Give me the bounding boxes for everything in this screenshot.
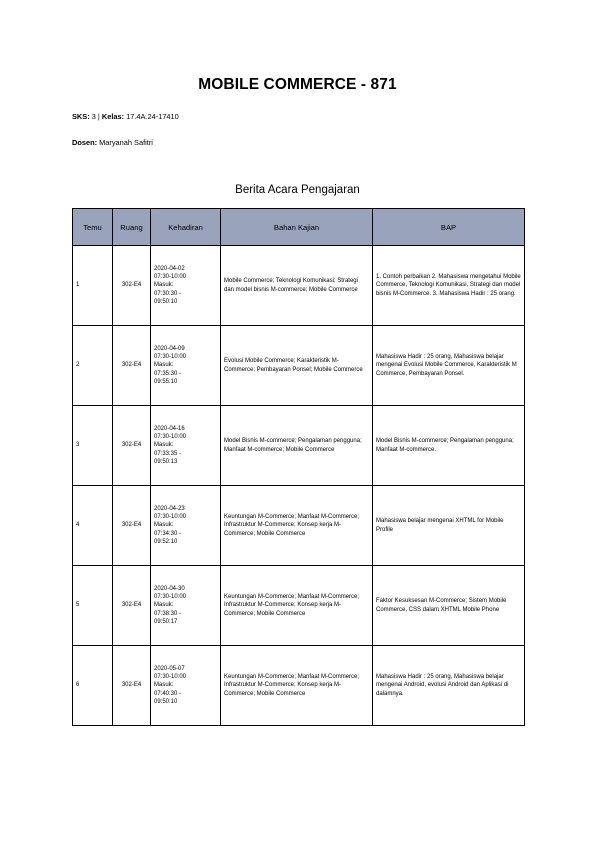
cell-bap: Model Bisnis M-commerce; Pengalaman pengguna; Manfaat M-commerce.	[373, 406, 525, 486]
dosen-value: Maryanah Safitri	[99, 138, 153, 147]
kehadiran-line: 2020-04-16	[154, 425, 185, 432]
table-header-row	[73, 209, 525, 246]
column-header-bap: BAP	[373, 209, 525, 246]
kehadiran-line: 07:38:30 -	[154, 610, 182, 617]
cell-kehadiran	[151, 566, 221, 646]
cell-bahan-kajian: Evolusi Mobile Commerce; Karakteristik M-Commerce; Pembayaran Ponsel; Mobile Commerce	[221, 326, 373, 406]
cell-bap: Faktor Kesuksesan M-Commerce; Sistem Mobile Commerce, CSS dalam XHTML Mobile Phone	[373, 566, 525, 646]
lecturer-info	[72, 138, 153, 147]
kehadiran-line: Masuk:	[154, 602, 174, 609]
cell-bap: 1. Contoh perbaikan 2. Mahasiswa mengetahui Mobile Commerce, Teknologi Komunikasi, Strategi dan model bisnis M-Commerce. 3. Mahasiswa Hadir : 25 orang.	[373, 246, 525, 326]
cell-bahan-kajian: Keuntungan M-Commerce; Manfaat M-Commerce; Infrastruktur M-Commerce; Konsep kerja M-Commerce; Mobile Commerce	[221, 566, 373, 646]
table-row	[73, 406, 525, 486]
kehadiran-line: 2020-04-09	[154, 345, 185, 352]
column-header-temu: Temu	[73, 209, 113, 246]
kehadiran-line: 07:30-10:00	[154, 514, 187, 521]
course-info	[72, 112, 179, 121]
kehadiran-line: 2020-05-07	[154, 665, 185, 672]
cell-kehadiran	[151, 246, 221, 326]
cell-bahan-kajian: Keuntungan M-Commerce; Manfaat M-Commerce; Infrastruktur M-Commerce; Konsep kerja M-Commerce; Mobile Commerce	[221, 486, 373, 566]
kehadiran-line: 07:33:35 -	[154, 450, 182, 457]
cell-ruang: 302-E4	[113, 326, 151, 406]
kehadiran-line: Masuk:	[154, 282, 174, 289]
cell-kehadiran	[151, 326, 221, 406]
cell-ruang: 302-E4	[113, 246, 151, 326]
kehadiran-line: 09:50:10	[154, 698, 178, 705]
kehadiran-line: 09:55:10	[154, 378, 178, 385]
table-row	[73, 566, 525, 646]
column-header-bahan-kajian: Bahan Kajian	[221, 209, 373, 246]
kehadiran-line: 07:35:30 -	[154, 370, 182, 377]
cell-temu: 4	[73, 486, 113, 566]
cell-kehadiran	[151, 406, 221, 486]
kehadiran-line: 07:34:30 -	[154, 530, 182, 537]
kehadiran-line: 09:50:10	[154, 298, 178, 305]
kehadiran-line: Masuk:	[154, 682, 174, 689]
dosen-label: Dosen:	[72, 138, 98, 147]
kehadiran-line: 09:52:10	[154, 538, 178, 545]
kehadiran-line: 09:50:13	[154, 458, 178, 465]
cell-bap: Mahasiswa Hadir : 25 orang, Mahasiswa belajar mengenai Android, evolusi Android dan Aplikasi di dalamnya.	[373, 646, 525, 726]
kehadiran-line: 07:40:30 -	[154, 690, 182, 697]
kehadiran-line: 07:30-10:00	[154, 594, 187, 601]
table-row	[73, 646, 525, 726]
cell-kehadiran	[151, 486, 221, 566]
cell-bahan-kajian: Keuntungan M-Commerce; Manfaat M-Commerce; Infrastruktur M-Commerce; Konsep kerja M-Commerce; Mobile Commerce	[221, 646, 373, 726]
kehadiran-line: 2020-04-30	[154, 585, 185, 592]
kehadiran-line: 09:50:17	[154, 618, 178, 625]
cell-temu: 3	[73, 406, 113, 486]
kehadiran-line: 2020-04-23	[154, 505, 185, 512]
cell-temu: 1	[73, 246, 113, 326]
table-row	[73, 246, 525, 326]
table-body	[73, 246, 525, 726]
table-row	[73, 486, 525, 566]
cell-bahan-kajian: Model Bisnis M-commerce; Pengalaman pengguna; Manfaat M-commerce; Mobile Commerce	[221, 406, 373, 486]
table-row	[73, 326, 525, 406]
kehadiran-line: 2020-04-02	[154, 265, 185, 272]
kehadiran-line: 07:30:30 -	[154, 290, 182, 297]
cell-kehadiran	[151, 646, 221, 726]
cell-temu: 2	[73, 326, 113, 406]
section-title: Berita Acara Pengajaran	[235, 184, 360, 196]
cell-ruang: 302-E4	[113, 646, 151, 726]
cell-bap: Mahasiswa Hadir : 25 orang, Mahasiswa belajar mengenai Evolusi Mobile Commerce, Karakteristik M Commerce, Pembayaran Ponsel.	[373, 326, 525, 406]
kehadiran-line: 07:30-10:00	[154, 674, 187, 681]
sks-label: SKS:	[72, 112, 90, 121]
kehadiran-line: 07:30-10:00	[154, 354, 187, 361]
column-header-ruang: Ruang	[113, 209, 151, 246]
cell-bahan-kajian: Mobile Commerce; Teknologi Komunikasi; Strategi dan model bisnis M-commerce; Mobile Commerce	[221, 246, 373, 326]
cell-ruang: 302-E4	[113, 566, 151, 646]
sks-value: 3	[91, 112, 96, 121]
kehadiran-line: 07:30-10:00	[154, 434, 187, 441]
column-header-kehadiran: Kehadiran	[151, 209, 221, 246]
cell-ruang: 302-E4	[113, 486, 151, 566]
cell-temu: 5	[73, 566, 113, 646]
kelas-label: Kelas:	[101, 112, 125, 121]
cell-temu: 6	[73, 646, 113, 726]
kehadiran-line: 07:30-10:00	[154, 274, 187, 281]
kehadiran-line: Masuk:	[154, 522, 174, 529]
kehadiran-line: Masuk:	[154, 442, 174, 449]
cell-ruang: 302-E4	[113, 406, 151, 486]
kelas-value: 17.4A.24-17410	[126, 112, 179, 121]
separator: |	[97, 112, 100, 121]
cell-bap: Mahasiswa belajar mengenai XHTML for Mobile Profile	[373, 486, 525, 566]
kehadiran-line: Masuk:	[154, 362, 174, 369]
bap-table	[72, 208, 525, 726]
page-title: MOBILE COMMERCE - 871	[198, 76, 397, 93]
